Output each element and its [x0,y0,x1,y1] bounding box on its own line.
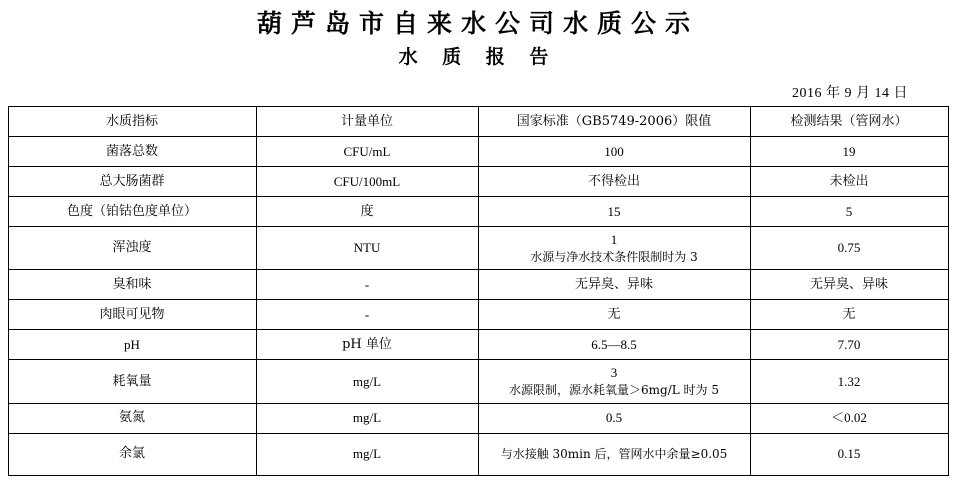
header-unit: 计量单位 [256,107,478,137]
table-row [8,300,948,330]
cell-standard: 100 [478,137,750,167]
table-header-row [8,107,948,137]
cell-result: 无 [750,300,948,330]
cell-unit: CFU/mL [256,137,478,167]
table-row [8,137,948,167]
cell-result: ＜0.02 [750,403,948,433]
table-row [8,330,948,360]
cell-standard-value: 1 [610,232,618,247]
cell-standard: 无异臭、异味 [478,270,750,300]
cell-standard: 6.5—8.5 [478,330,750,360]
report-date: 2016 年 9 月 14 日 [792,86,908,101]
page-subtitle: 水 质 报 告 [398,46,558,69]
header-indicator: 水质指标 [8,107,256,137]
cell-indicator: 菌落总数 [8,137,256,167]
cell-result: 19 [750,137,948,167]
cell-result: 未检出 [750,167,948,197]
cell-indicator: 氨氮 [8,403,256,433]
cell-unit: mg/L [256,403,478,433]
table-row [8,197,948,227]
cell-standard [478,227,750,270]
header-standard: 国家标准（GB5749-2006）限值 [478,107,750,137]
table-row [8,360,948,403]
cell-indicator: 余氯 [8,433,256,475]
cell-result: 1.32 [750,360,948,403]
cell-unit: 度 [256,197,478,227]
cell-standard-note: 水源与净水技术条件限制时为 3 [530,249,698,264]
cell-standard: 不得检出 [478,167,750,197]
cell-standard: 15 [478,197,750,227]
water-quality-table [8,106,949,476]
cell-standard: 与水接触 30min 后，管网水中余量≥0.05 [478,433,750,475]
cell-unit: mg/L [256,360,478,403]
table-row [8,270,948,300]
cell-unit: CFU/100mL [256,167,478,197]
header-result: 检测结果（管网水） [750,107,948,137]
cell-unit: pH 单位 [256,330,478,360]
cell-standard-value: 3 [610,365,618,381]
cell-result: 0.15 [750,433,948,475]
table-row [8,433,948,475]
cell-unit: NTU [256,227,478,270]
page-title: 葫芦岛市自来水公司水质公示 [256,9,699,38]
cell-indicator: 耗氧量 [8,360,256,403]
cell-indicator: 臭和味 [8,270,256,300]
cell-unit: - [256,300,478,330]
cell-unit: - [256,270,478,300]
cell-unit: mg/L [256,433,478,475]
cell-result: 0.75 [750,227,948,270]
cell-standard [478,360,750,403]
cell-result: 5 [750,197,948,227]
cell-standard-note: 水源限制，源水耗氧量＞6mg/L 时为 5 [509,382,719,397]
table-row [8,403,948,433]
cell-indicator: 肉眼可见物 [8,300,256,330]
cell-indicator: 色度（铂钴色度单位） [8,197,256,227]
table-row [8,167,948,197]
table-row [8,227,948,270]
cell-indicator: 浑浊度 [8,227,256,270]
cell-result: 7.70 [750,330,948,360]
cell-indicator: 总大肠菌群 [8,167,256,197]
cell-result: 无异臭、异味 [750,270,948,300]
cell-standard: 0.5 [478,403,750,433]
cell-indicator: pH [8,330,256,360]
cell-standard: 无 [478,300,750,330]
